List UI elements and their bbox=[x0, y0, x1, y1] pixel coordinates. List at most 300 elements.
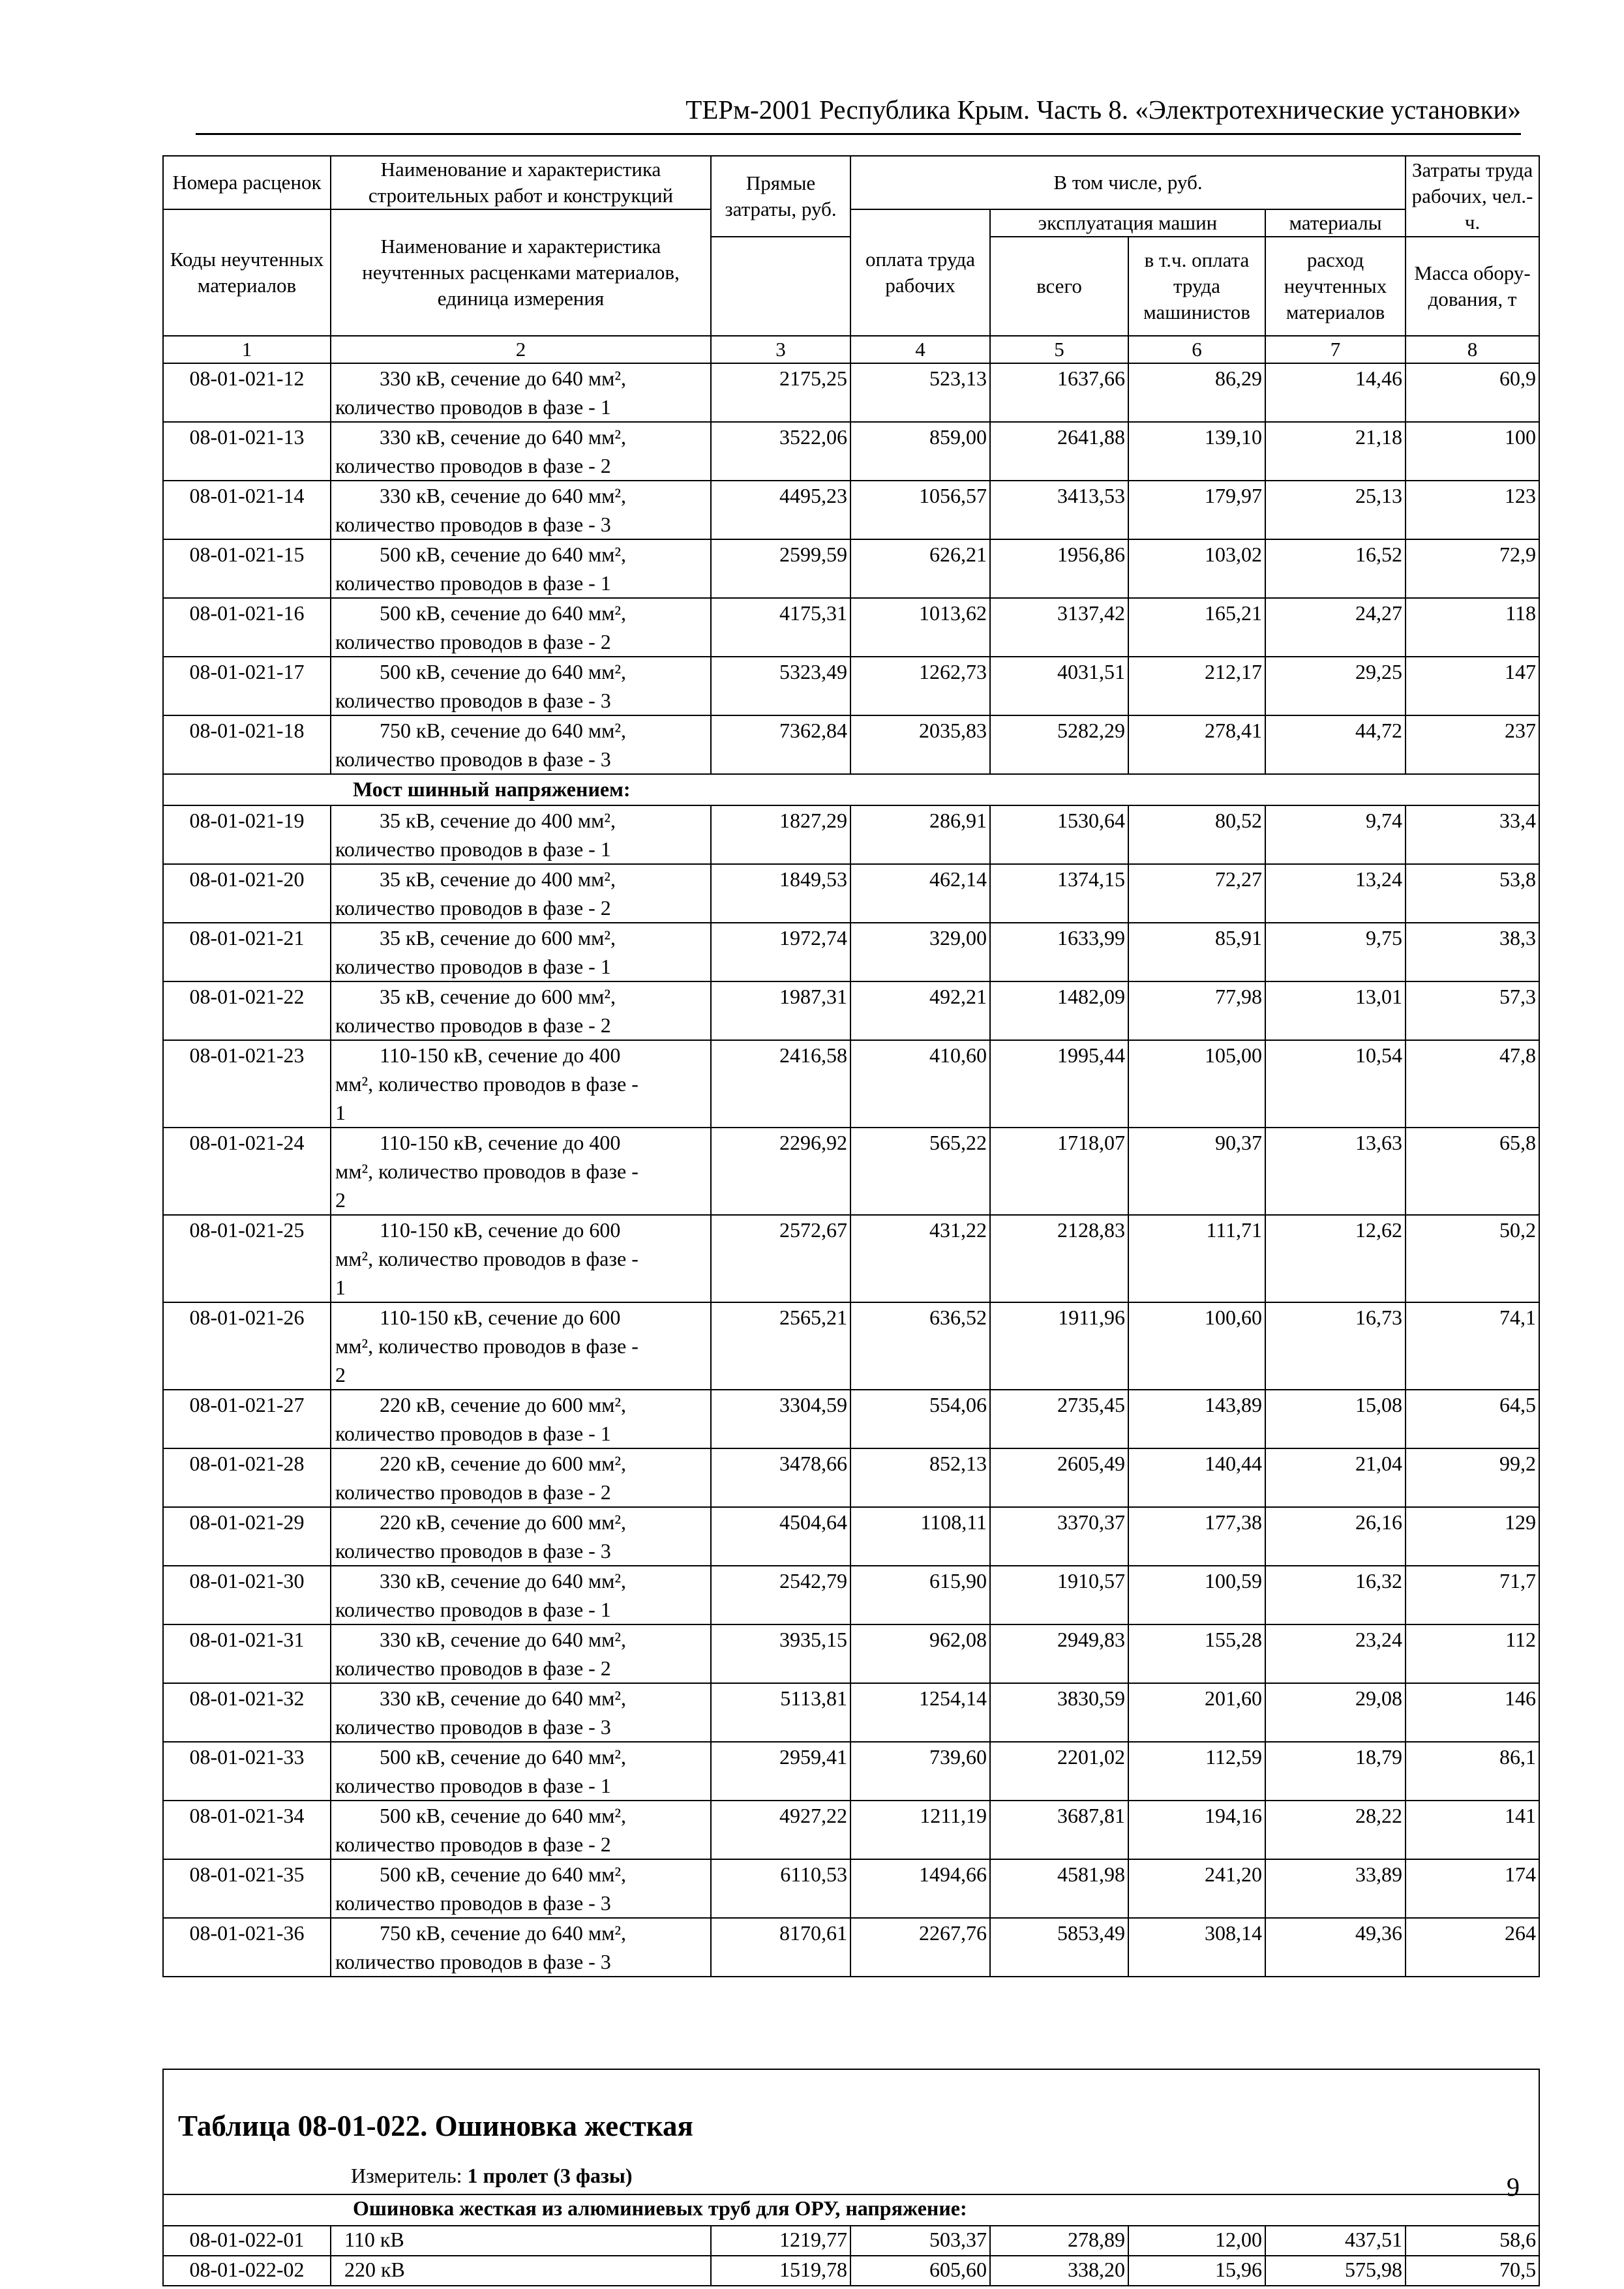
rate-value: 1262,73 bbox=[850, 657, 990, 715]
rate-name-line: количество проводов в фазе - 3 bbox=[335, 1950, 611, 1973]
table-row bbox=[163, 981, 1539, 1040]
rate-value: 3830,59 bbox=[990, 1683, 1128, 1742]
rate-value: 13,01 bbox=[1265, 981, 1406, 1040]
rate-value: 503,37 bbox=[850, 2226, 990, 2256]
rate-value: 1995,44 bbox=[990, 1040, 1128, 1128]
rate-name-line: количество проводов в фазе - 1 bbox=[335, 1598, 611, 1621]
rate-name-line: 2 bbox=[335, 1188, 346, 1212]
rate-value: 129 bbox=[1406, 1507, 1539, 1566]
rate-value: 12,62 bbox=[1265, 1215, 1406, 1302]
running-header: ТЕРм-2001 Республика Крым. Часть 8. «Электротехнические установки» bbox=[685, 95, 1521, 125]
rate-value: 3370,37 bbox=[990, 1507, 1128, 1566]
rate-name bbox=[331, 1215, 711, 1302]
rate-value: 2542,79 bbox=[711, 1566, 850, 1624]
rate-value: 492,21 bbox=[850, 981, 990, 1040]
column-number: 2 bbox=[331, 336, 711, 363]
rate-value: 2605,49 bbox=[990, 1448, 1128, 1507]
rate-name bbox=[331, 1624, 711, 1683]
rate-value: 60,9 bbox=[1406, 363, 1539, 422]
rate-value: 100,59 bbox=[1128, 1566, 1265, 1624]
rate-name-line: 500 кВ, сечение до 640 мм², bbox=[380, 1863, 627, 1886]
rate-value: 1530,64 bbox=[990, 805, 1128, 864]
rate-value: 852,13 bbox=[850, 1448, 990, 1507]
rate-value: 24,27 bbox=[1265, 598, 1406, 657]
header-rate-numbers: Номера расценок bbox=[163, 156, 331, 209]
table-title: Таблица 08-01-022. Ошиновка жесткая bbox=[178, 2110, 693, 2142]
header-unaccounted-codes: Коды неучтенных материалов bbox=[163, 209, 331, 336]
rate-name-line: количество проводов в фазе - 3 bbox=[335, 513, 611, 536]
rate-value: 49,36 bbox=[1265, 1918, 1406, 1977]
rate-value: 3413,53 bbox=[990, 481, 1128, 539]
rate-name-line: 35 кВ, сечение до 400 мм², bbox=[380, 809, 616, 832]
table-row bbox=[163, 923, 1539, 981]
table-row bbox=[163, 1859, 1539, 1918]
rate-code: 08-01-021-22 bbox=[163, 981, 331, 1040]
column-number: 8 bbox=[1406, 336, 1539, 363]
rate-value: 626,21 bbox=[850, 539, 990, 598]
rate-value: 146 bbox=[1406, 1683, 1539, 1742]
rate-name: 110 кВ bbox=[331, 2226, 711, 2256]
rate-name bbox=[331, 1507, 711, 1566]
rate-value: 2128,83 bbox=[990, 1215, 1128, 1302]
rate-name-line: 1 bbox=[335, 1276, 346, 1299]
rate-code: 08-01-021-25 bbox=[163, 1215, 331, 1302]
rate-name bbox=[331, 598, 711, 657]
rate-code: 08-01-021-20 bbox=[163, 864, 331, 923]
rate-value: 155,28 bbox=[1128, 1624, 1265, 1683]
rate-value: 100 bbox=[1406, 422, 1539, 481]
rate-value: 85,91 bbox=[1128, 923, 1265, 981]
header-labor-pay: оплата труда рабочих bbox=[850, 209, 990, 336]
column-number: 4 bbox=[850, 336, 990, 363]
rate-value: 1056,57 bbox=[850, 481, 990, 539]
rate-value: 86,29 bbox=[1128, 363, 1265, 422]
rate-name-line: 500 кВ, сечение до 640 мм², bbox=[380, 543, 627, 566]
rate-value: 21,04 bbox=[1265, 1448, 1406, 1507]
rate-code: 08-01-021-12 bbox=[163, 363, 331, 422]
rate-value: 1211,19 bbox=[850, 1801, 990, 1859]
rate-name bbox=[331, 1128, 711, 1215]
header-driver-pay: в т.ч. оплата труда машинистов bbox=[1128, 237, 1265, 336]
rate-value: 523,13 bbox=[850, 363, 990, 422]
rate-name bbox=[331, 1859, 711, 1918]
table-row bbox=[163, 1742, 1539, 1801]
rate-name bbox=[331, 1566, 711, 1624]
table-row bbox=[163, 1128, 1539, 1215]
rate-code: 08-01-021-33 bbox=[163, 1742, 331, 1801]
rate-value: 3687,81 bbox=[990, 1801, 1128, 1859]
rate-value: 9,75 bbox=[1265, 923, 1406, 981]
rate-value: 99,2 bbox=[1406, 1448, 1539, 1507]
rate-value: 12,00 bbox=[1128, 2226, 1265, 2256]
rate-value: 179,97 bbox=[1128, 481, 1265, 539]
rate-value: 29,25 bbox=[1265, 657, 1406, 715]
rate-code: 08-01-021-32 bbox=[163, 1683, 331, 1742]
rate-code: 08-01-021-30 bbox=[163, 1566, 331, 1624]
rate-value: 5282,29 bbox=[990, 715, 1128, 774]
table-row bbox=[163, 715, 1539, 774]
table-row bbox=[163, 805, 1539, 864]
rate-name bbox=[331, 1742, 711, 1801]
rate-value: 15,08 bbox=[1265, 1390, 1406, 1448]
rate-value: 65,8 bbox=[1406, 1128, 1539, 1215]
rate-code: 08-01-021-36 bbox=[163, 1918, 331, 1977]
rate-value: 1108,11 bbox=[850, 1507, 990, 1566]
rate-value: 462,14 bbox=[850, 864, 990, 923]
rate-value: 165,21 bbox=[1128, 598, 1265, 657]
rate-value: 329,00 bbox=[850, 923, 990, 981]
rate-name-line: количество проводов в фазе - 2 bbox=[335, 1833, 611, 1856]
rate-name-line: количество проводов в фазе - 2 bbox=[335, 1013, 611, 1037]
rate-name-line: количество проводов в фазе - 2 bbox=[335, 630, 611, 653]
column-number: 6 bbox=[1128, 336, 1265, 363]
table-row bbox=[163, 1040, 1539, 1128]
rate-value: 575,98 bbox=[1265, 2256, 1406, 2286]
rate-value: 4175,31 bbox=[711, 598, 850, 657]
rate-value: 739,60 bbox=[850, 1742, 990, 1801]
rate-name bbox=[331, 805, 711, 864]
rate-code: 08-01-021-35 bbox=[163, 1859, 331, 1918]
rate-value: 237 bbox=[1406, 715, 1539, 774]
header-materials-cost: расход неучтенных материалов bbox=[1265, 237, 1406, 336]
rate-value: 615,90 bbox=[850, 1566, 990, 1624]
rate-value: 431,22 bbox=[850, 1215, 990, 1302]
table-row bbox=[163, 539, 1539, 598]
rate-value: 194,16 bbox=[1128, 1801, 1265, 1859]
header-materials: материалы bbox=[1265, 209, 1406, 237]
rate-code: 08-01-021-16 bbox=[163, 598, 331, 657]
rate-value: 13,63 bbox=[1265, 1128, 1406, 1215]
rate-value: 605,60 bbox=[850, 2256, 990, 2286]
rate-name-line: 500 кВ, сечение до 640 мм², bbox=[380, 660, 627, 683]
rate-value: 3478,66 bbox=[711, 1448, 850, 1507]
rate-value: 28,22 bbox=[1265, 1801, 1406, 1859]
rate-name-line: мм², количество проводов в фазе - bbox=[335, 1072, 639, 1096]
rate-value: 21,18 bbox=[1265, 422, 1406, 481]
rate-value: 72,27 bbox=[1128, 864, 1265, 923]
rate-code: 08-01-021-19 bbox=[163, 805, 331, 864]
rate-value: 2599,59 bbox=[711, 539, 850, 598]
column-number: 3 bbox=[711, 336, 850, 363]
rate-name-line: мм², количество проводов в фазе - bbox=[335, 1247, 639, 1270]
rate-value: 308,14 bbox=[1128, 1918, 1265, 1977]
table-row bbox=[163, 1390, 1539, 1448]
rate-code: 08-01-021-18 bbox=[163, 715, 331, 774]
rate-value: 286,91 bbox=[850, 805, 990, 864]
rate-value: 33,4 bbox=[1406, 805, 1539, 864]
rate-value: 44,72 bbox=[1265, 715, 1406, 774]
rate-value: 33,89 bbox=[1265, 1859, 1406, 1918]
rate-value: 3304,59 bbox=[711, 1390, 850, 1448]
table-row bbox=[163, 1624, 1539, 1683]
rate-value: 38,3 bbox=[1406, 923, 1539, 981]
rate-value: 177,38 bbox=[1128, 1507, 1265, 1566]
rate-code: 08-01-021-17 bbox=[163, 657, 331, 715]
section-heading: Ошиновка жесткая из алюминиевых труб для ОРУ, напряжение: bbox=[163, 2194, 1539, 2226]
rate-name-line: количество проводов в фазе - 1 bbox=[335, 571, 611, 595]
rate-value: 2267,76 bbox=[850, 1918, 990, 1977]
rate-name-line: 35 кВ, сечение до 400 мм², bbox=[380, 867, 616, 891]
rate-value: 50,2 bbox=[1406, 1215, 1539, 1302]
header-labor-costs: Затраты труда рабочих, чел.-ч. bbox=[1406, 156, 1539, 237]
rate-name bbox=[331, 864, 711, 923]
rate-value: 1013,62 bbox=[850, 598, 990, 657]
table-row bbox=[163, 598, 1539, 657]
rate-name-line: 110-150 кВ, сечение до 400 bbox=[380, 1043, 621, 1067]
table-row bbox=[163, 1448, 1539, 1507]
table-row bbox=[163, 1683, 1539, 1742]
rate-value: 112,59 bbox=[1128, 1742, 1265, 1801]
rate-value: 1637,66 bbox=[990, 363, 1128, 422]
rate-code: 08-01-021-24 bbox=[163, 1128, 331, 1215]
rate-name-line: 330 кВ, сечение до 640 мм², bbox=[380, 1686, 627, 1710]
rate-name bbox=[331, 481, 711, 539]
rate-code: 08-01-021-15 bbox=[163, 539, 331, 598]
rate-name-line: 110-150 кВ, сечение до 600 bbox=[380, 1306, 621, 1329]
rate-value: 100,60 bbox=[1128, 1302, 1265, 1390]
rate-code: 08-01-022-01 bbox=[163, 2226, 331, 2256]
rate-value: 410,60 bbox=[850, 1040, 990, 1128]
rate-value: 140,44 bbox=[1128, 1448, 1265, 1507]
rate-value: 2572,67 bbox=[711, 1215, 850, 1302]
rate-value: 123 bbox=[1406, 481, 1539, 539]
section-row bbox=[163, 2194, 1539, 2226]
column-number: 1 bbox=[163, 336, 331, 363]
header-unaccounted-name: Наименование и характеристика неучтенных расценками материалов, единица измерения bbox=[331, 209, 711, 336]
rate-name-line: количество проводов в фазе - 1 bbox=[335, 1774, 611, 1797]
rate-value: 16,52 bbox=[1265, 539, 1406, 598]
rate-value: 13,24 bbox=[1265, 864, 1406, 923]
rate-value: 23,24 bbox=[1265, 1624, 1406, 1683]
rate-value: 1254,14 bbox=[850, 1683, 990, 1742]
rate-value: 15,96 bbox=[1128, 2256, 1265, 2286]
rate-code: 08-01-022-02 bbox=[163, 2256, 331, 2286]
rate-name-line: 330 кВ, сечение до 640 мм², bbox=[380, 367, 627, 390]
rate-value: 1494,66 bbox=[850, 1859, 990, 1918]
rate-code: 08-01-021-34 bbox=[163, 1801, 331, 1859]
rate-name-line: количество проводов в фазе - 2 bbox=[335, 1656, 611, 1680]
rate-value: 2959,41 bbox=[711, 1742, 850, 1801]
rate-name-line: количество проводов в фазе - 3 bbox=[335, 689, 611, 712]
rate-name-line: мм², количество проводов в фазе - bbox=[335, 1159, 639, 1183]
rate-code: 08-01-021-27 bbox=[163, 1390, 331, 1448]
rate-code: 08-01-021-29 bbox=[163, 1507, 331, 1566]
rate-value: 14,46 bbox=[1265, 363, 1406, 422]
rate-code: 08-01-021-13 bbox=[163, 422, 331, 481]
rate-value: 201,60 bbox=[1128, 1683, 1265, 1742]
rate-name-line: 220 кВ, сечение до 600 мм², bbox=[380, 1452, 627, 1475]
rate-name-line: количество проводов в фазе - 1 bbox=[335, 1422, 611, 1445]
rate-value: 174 bbox=[1406, 1859, 1539, 1918]
rate-name-line: 220 кВ, сечение до 600 мм², bbox=[380, 1510, 627, 1534]
rate-value: 9,74 bbox=[1265, 805, 1406, 864]
rate-value: 112 bbox=[1406, 1624, 1539, 1683]
rate-value: 3137,42 bbox=[990, 598, 1128, 657]
rate-value: 10,54 bbox=[1265, 1040, 1406, 1128]
rate-name-line: 750 кВ, сечение до 640 мм², bbox=[380, 719, 627, 742]
rate-value: 7362,84 bbox=[711, 715, 850, 774]
rate-value: 4504,64 bbox=[711, 1507, 850, 1566]
rate-name bbox=[331, 1390, 711, 1448]
rate-value: 1633,99 bbox=[990, 923, 1128, 981]
rate-value: 264 bbox=[1406, 1918, 1539, 1977]
column-number: 7 bbox=[1265, 336, 1406, 363]
rate-name-line: количество проводов в фазе - 3 bbox=[335, 1715, 611, 1739]
rate-name bbox=[331, 657, 711, 715]
rate-value: 1219,77 bbox=[711, 2226, 850, 2256]
rate-value: 2565,21 bbox=[711, 1302, 850, 1390]
rate-value: 53,8 bbox=[1406, 864, 1539, 923]
rate-value: 1972,74 bbox=[711, 923, 850, 981]
rate-name-line: количество проводов в фазе - 3 bbox=[335, 1891, 611, 1915]
table-row bbox=[163, 1302, 1539, 1390]
section-heading: Мост шинный напряжением: bbox=[163, 774, 1539, 805]
section-row bbox=[163, 774, 1539, 805]
rate-value: 565,22 bbox=[850, 1128, 990, 1215]
rate-name-line: 330 кВ, сечение до 640 мм², bbox=[380, 1628, 627, 1651]
rate-name bbox=[331, 1801, 711, 1859]
rate-value: 2296,92 bbox=[711, 1128, 850, 1215]
page-number: 9 bbox=[1507, 2172, 1520, 2202]
rate-code: 08-01-021-31 bbox=[163, 1624, 331, 1683]
rate-value: 103,02 bbox=[1128, 539, 1265, 598]
rate-value: 143,89 bbox=[1128, 1390, 1265, 1448]
rate-value: 2949,83 bbox=[990, 1624, 1128, 1683]
rate-value: 4495,23 bbox=[711, 481, 850, 539]
header-machines-total: всего bbox=[990, 237, 1128, 336]
rate-name bbox=[331, 1040, 711, 1128]
rate-name bbox=[331, 1683, 711, 1742]
rate-value: 2035,83 bbox=[850, 715, 990, 774]
header-machines: эксплуатация машин bbox=[990, 209, 1265, 237]
rate-value: 6110,53 bbox=[711, 1859, 850, 1918]
rate-code: 08-01-021-23 bbox=[163, 1040, 331, 1128]
rate-value: 16,32 bbox=[1265, 1566, 1406, 1624]
rate-value: 64,5 bbox=[1406, 1390, 1539, 1448]
rate-name: 220 кВ bbox=[331, 2256, 711, 2286]
rate-name-line: количество проводов в фазе - 2 bbox=[335, 896, 611, 920]
rate-value: 2201,02 bbox=[990, 1742, 1128, 1801]
rate-name-line: количество проводов в фазе - 1 bbox=[335, 395, 611, 419]
rate-name-line: количество проводов в фазе - 2 bbox=[335, 454, 611, 477]
rate-name-line: 220 кВ, сечение до 600 мм², bbox=[380, 1393, 627, 1416]
rate-value: 1849,53 bbox=[711, 864, 850, 923]
rate-value: 18,79 bbox=[1265, 1742, 1406, 1801]
table-row bbox=[163, 2226, 1539, 2256]
rate-value: 4927,22 bbox=[711, 1801, 850, 1859]
table-row bbox=[163, 1566, 1539, 1624]
rate-value: 147 bbox=[1406, 657, 1539, 715]
header-equipment-mass: Масса обору-дования, т bbox=[1406, 237, 1539, 336]
rate-value: 58,6 bbox=[1406, 2226, 1539, 2256]
rate-value: 962,08 bbox=[850, 1624, 990, 1683]
rate-value: 29,08 bbox=[1265, 1683, 1406, 1742]
rate-value: 25,13 bbox=[1265, 481, 1406, 539]
rate-value: 47,8 bbox=[1406, 1040, 1539, 1128]
rate-name bbox=[331, 422, 711, 481]
rate-name bbox=[331, 715, 711, 774]
rate-value: 3935,15 bbox=[711, 1624, 850, 1683]
rate-value: 1911,96 bbox=[990, 1302, 1128, 1390]
rate-code: 08-01-021-26 bbox=[163, 1302, 331, 1390]
table-row bbox=[163, 1918, 1539, 1977]
rate-value: 636,52 bbox=[850, 1302, 990, 1390]
rate-value: 72,9 bbox=[1406, 539, 1539, 598]
column-number: 5 bbox=[990, 336, 1128, 363]
rate-value: 5853,49 bbox=[990, 1918, 1128, 1977]
rate-name-line: 750 кВ, сечение до 640 мм², bbox=[380, 1921, 627, 1945]
rate-value: 111,71 bbox=[1128, 1215, 1265, 1302]
rate-name bbox=[331, 539, 711, 598]
rate-value: 26,16 bbox=[1265, 1507, 1406, 1566]
table-row bbox=[163, 864, 1539, 923]
table-row bbox=[163, 1215, 1539, 1302]
rate-name-line: количество проводов в фазе - 3 bbox=[335, 1539, 611, 1563]
header-including: В том числе, руб. bbox=[850, 156, 1406, 209]
rate-value: 278,41 bbox=[1128, 715, 1265, 774]
rate-value: 5113,81 bbox=[711, 1683, 850, 1742]
rate-value: 1482,09 bbox=[990, 981, 1128, 1040]
rate-name bbox=[331, 1918, 711, 1977]
rate-value: 437,51 bbox=[1265, 2226, 1406, 2256]
table-row bbox=[163, 2256, 1539, 2286]
rate-name-line: 330 кВ, сечение до 640 мм², bbox=[380, 484, 627, 507]
rate-name-line: 500 кВ, сечение до 640 мм², bbox=[380, 1804, 627, 1827]
rate-name bbox=[331, 1302, 711, 1390]
rate-value: 4581,98 bbox=[990, 1859, 1128, 1918]
rate-value: 241,20 bbox=[1128, 1859, 1265, 1918]
rate-value: 86,1 bbox=[1406, 1742, 1539, 1801]
rigid-bus-table bbox=[162, 2069, 1540, 2286]
rate-code: 08-01-021-14 bbox=[163, 481, 331, 539]
rate-value: 118 bbox=[1406, 598, 1539, 657]
rate-value: 1519,78 bbox=[711, 2256, 850, 2286]
header-rule bbox=[196, 133, 1521, 135]
table-row bbox=[163, 481, 1539, 539]
rate-value: 57,3 bbox=[1406, 981, 1539, 1040]
rate-value: 2416,58 bbox=[711, 1040, 850, 1128]
rate-name-line: 110-150 кВ, сечение до 400 bbox=[380, 1131, 621, 1154]
rate-name bbox=[331, 1448, 711, 1507]
rate-value: 90,37 bbox=[1128, 1128, 1265, 1215]
rate-value: 278,89 bbox=[990, 2226, 1128, 2256]
rate-name-line: количество проводов в фазе - 1 bbox=[335, 955, 611, 978]
rate-value: 1374,15 bbox=[990, 864, 1128, 923]
rate-value: 74,1 bbox=[1406, 1302, 1539, 1390]
table-row bbox=[163, 422, 1539, 481]
table-row bbox=[163, 1507, 1539, 1566]
rate-value: 5323,49 bbox=[711, 657, 850, 715]
rate-name-line: мм², количество проводов в фазе - bbox=[335, 1334, 639, 1358]
measurement-unit: Измеритель: 1 пролет (3 фазы) bbox=[351, 2164, 633, 2187]
header-direct-costs: Прямые затраты, руб. bbox=[711, 156, 850, 237]
header-work-name: Наименование и характеристика строительных работ и конструкций bbox=[331, 156, 711, 209]
rate-value: 212,17 bbox=[1128, 657, 1265, 715]
rate-name-line: количество проводов в фазе - 3 bbox=[335, 747, 611, 771]
rate-name-line: 330 кВ, сечение до 640 мм², bbox=[380, 425, 627, 449]
rate-value: 105,00 bbox=[1128, 1040, 1265, 1128]
rate-value: 16,73 bbox=[1265, 1302, 1406, 1390]
table-row bbox=[163, 363, 1539, 422]
rate-value: 2175,25 bbox=[711, 363, 850, 422]
rate-name-line: 2 bbox=[335, 1363, 346, 1386]
rate-value: 1718,07 bbox=[990, 1128, 1128, 1215]
rate-name bbox=[331, 923, 711, 981]
rate-value: 70,5 bbox=[1406, 2256, 1539, 2286]
rate-value: 71,7 bbox=[1406, 1566, 1539, 1624]
rate-code: 08-01-021-28 bbox=[163, 1448, 331, 1507]
rate-name-line: 35 кВ, сечение до 600 мм², bbox=[380, 985, 616, 1008]
